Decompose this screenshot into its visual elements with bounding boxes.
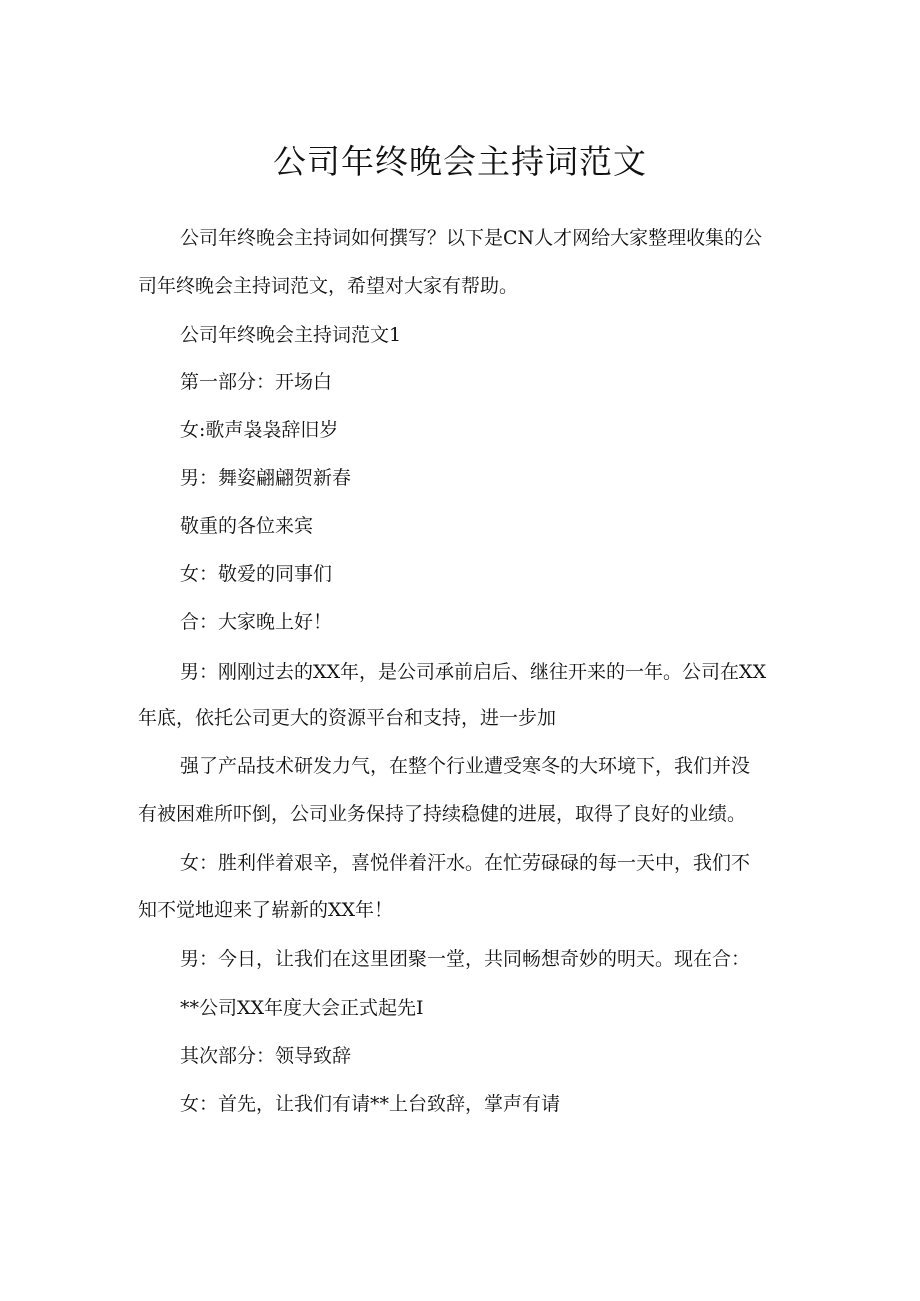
part-heading-speech: 其次部分：领导致辞 bbox=[180, 1045, 352, 1067]
dialogue-line: 知不觉地迎来了崭新的XX年！ bbox=[138, 899, 394, 921]
dialogue-line: 女：首先，让我们有请**上台致辞，掌声有请 bbox=[180, 1093, 561, 1115]
dialogue-line: 女：敬爱的同事们 bbox=[180, 563, 333, 585]
dialogue-line: 男：刚刚过去的XX年，是公司承前启后、继往开来的一年。公司在XX bbox=[180, 661, 767, 683]
dialogue-line: 强了产品技术研发力气，在整个行业遭受寒冬的大环境下，我们并没 bbox=[180, 755, 751, 777]
dialogue-line: 女：胜利伴着艰辛，喜悦伴着汗水。在忙劳碌碌的每一天中，我们不 bbox=[180, 852, 751, 874]
part-heading-opening: 第一部分：开场白 bbox=[180, 371, 333, 393]
dialogue-line: 合：大家晚上好！ bbox=[180, 611, 333, 633]
document-title: 公司年终晚会主持词范文 bbox=[273, 142, 647, 181]
dialogue-line: 男：今日，让我们在这里团聚一堂，共同畅想奇妙的明天。现在合： bbox=[180, 948, 751, 970]
paragraph-intro-line2: 司年终晚会主持词范文，希望对大家有帮助。 bbox=[138, 275, 519, 297]
dialogue-line: 男：舞姿翩翩贺新春 bbox=[180, 467, 352, 489]
section-heading-1: 公司年终晚会主持词范文1 bbox=[180, 324, 402, 346]
dialogue-line: 敬重的各位来宾 bbox=[180, 515, 314, 537]
dialogue-line: **公司XX年度大会正式起先I bbox=[180, 997, 424, 1019]
paragraph-intro-line1: 公司年终晚会主持词如何撰写？以下是CN人才网给大家整理收集的公 bbox=[180, 227, 763, 249]
dialogue-line: 女:歌声袅袅辞旧岁 bbox=[180, 419, 339, 441]
dialogue-line: 年底，依托公司更大的资源平台和支持，进一步加 bbox=[138, 707, 557, 729]
dialogue-line: 有被困难所吓倒，公司业务保持了持续稳健的进展，取得了良好的业绩。 bbox=[138, 803, 747, 825]
